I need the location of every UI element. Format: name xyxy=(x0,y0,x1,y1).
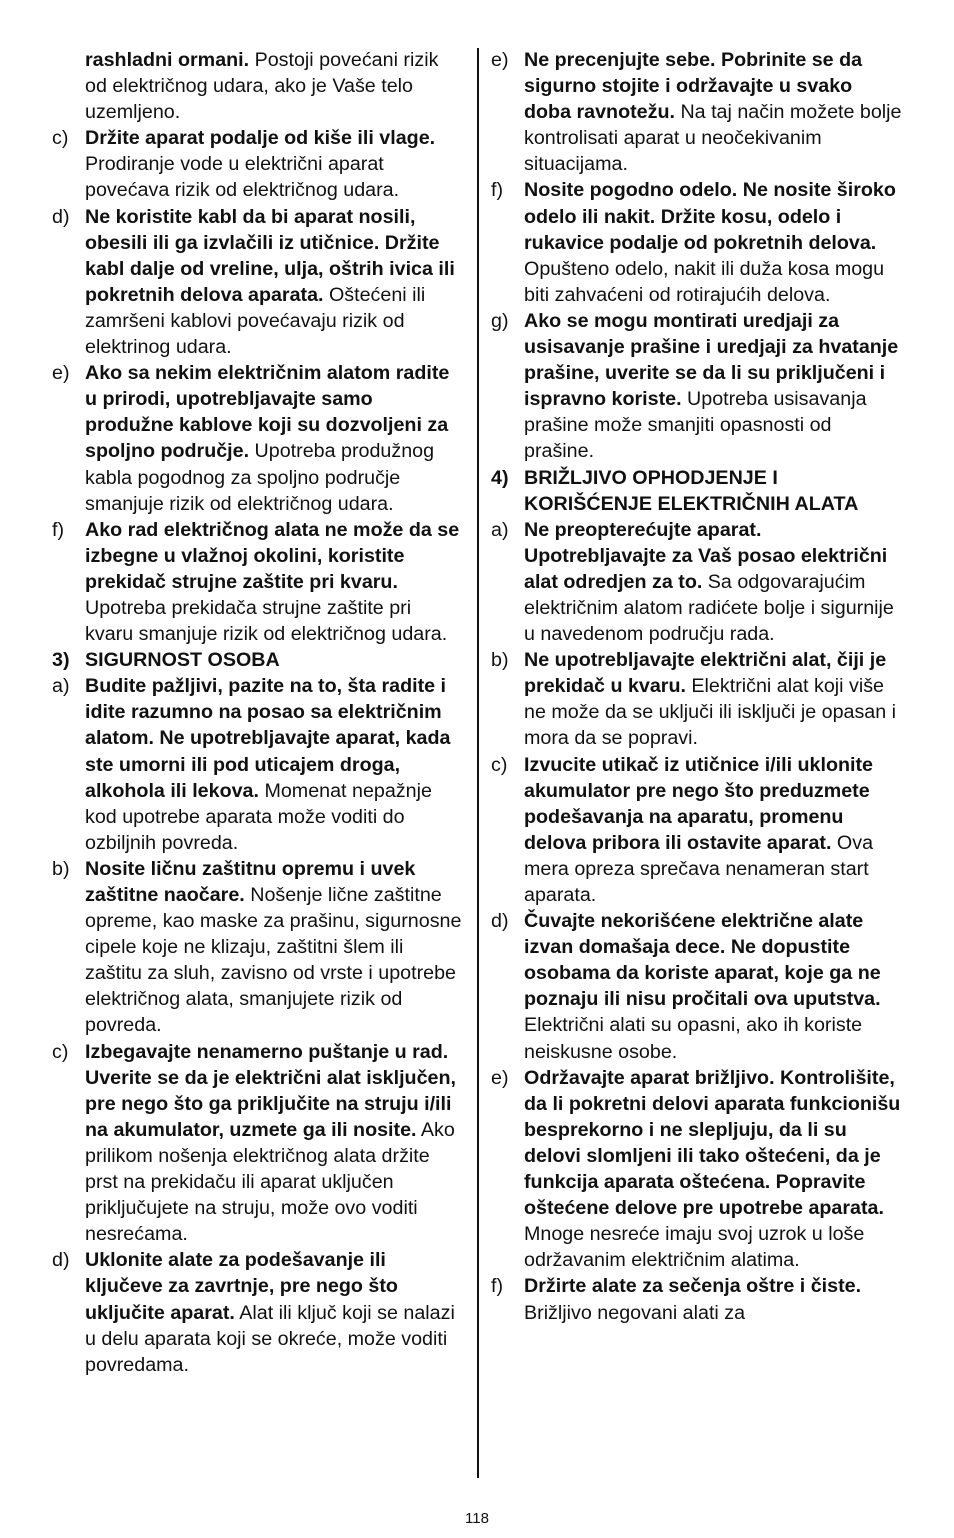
section-heading xyxy=(491,465,903,517)
item-body-text: Oštećeni ili zamršeni kablovi povećavaju rizik od elektrinog udara. xyxy=(85,283,426,359)
item-body-text: Opušteno odelo, nakit ili duža kosa mogu biti zahvaćeni od rotirajućih delova. xyxy=(524,257,885,306)
list-item xyxy=(491,517,903,647)
item-text xyxy=(85,1039,464,1248)
list-item xyxy=(491,752,903,909)
item-label: c) xyxy=(52,1040,69,1063)
item-text xyxy=(524,465,903,517)
list-item xyxy=(491,1273,903,1325)
item-body-text: Momenat nepažnje kod upotrebe aparata može voditi do ozbiljnih povreda. xyxy=(85,779,432,854)
item-text xyxy=(524,647,903,751)
item-text xyxy=(85,856,464,1039)
list-item xyxy=(491,908,903,1065)
item-text xyxy=(85,673,464,856)
item-bold-text: Ako se mogu montirati uredjaji za usisavanje prašine i uredjaji za hvatanje prašine, uverite se da li su priključeni i ispravno koriste. xyxy=(524,309,899,411)
item-body-text: Mnoge nesreće imaju svoj uzrok u loše održavanim električnim alatima. xyxy=(524,1223,865,1272)
list-item xyxy=(52,125,464,203)
right-column xyxy=(491,47,903,1326)
item-body-text: Električni alat koji više ne može da se uključi ili isključi je opasan i mora da se popravi. xyxy=(524,675,897,750)
list-item xyxy=(52,204,464,361)
item-body-text: Brižljivo negovani alati za xyxy=(524,1301,746,1324)
item-bold-text: Držirte alate za sečenja oštre i čiste. xyxy=(524,1275,862,1298)
item-bold-text: Ako rad električnog alata ne može da se izbegne u vlažnoj okolini, koristite prekidač strujne zaštite pri kvaru. xyxy=(85,518,460,593)
item-body-text: Postoji povećani rizik od električnog udara, ako je Vaše telo uzemljeno. xyxy=(85,49,439,124)
list-item xyxy=(52,517,464,647)
section-title: SIGURNOST OSOBA xyxy=(85,649,280,672)
item-bold-text: Ako sa nekim električnim alatom radite u prirodi, upotrebljavajte samo produžne kablove koji su dozvoljeni za spoljno područje. xyxy=(85,362,450,463)
section-heading xyxy=(52,647,464,673)
item-label: f) xyxy=(491,179,504,202)
item-label: c) xyxy=(52,127,69,150)
item-label: e) xyxy=(491,1066,509,1089)
list-item xyxy=(52,360,464,517)
item-label: a) xyxy=(52,675,70,698)
list-item xyxy=(491,1065,903,1274)
list-item xyxy=(491,47,903,177)
item-label: d) xyxy=(52,205,70,228)
item-bold-text: Ne upotrebljavajte električni alat, čiji je prekidač u kvaru. xyxy=(524,649,887,698)
item-text xyxy=(524,752,903,909)
item-bold-text: Izbegavajte nenamerno puštanje u rad. Uverite se da je električni alat isključen, pre nego što ga priključite na struju i/ili na akumulator, uzmete ga ili nosite. xyxy=(85,1040,456,1141)
item-bold-text: Uklonite alate za podešavanje ili ključeve za zavrtnje, pre nego što uključite aparat. xyxy=(85,1249,398,1324)
item-body-text: Alat ili ključ koji se nalazi u delu aparata koji se okreće, može voditi povredama. xyxy=(85,1301,455,1376)
list-item xyxy=(52,673,464,856)
item-bold-text: Držite aparat podalje od kiše ili vlage. xyxy=(85,127,436,150)
item-body-text: Prodiranje vode u električni aparat povećava rizik od električnog udara. xyxy=(85,153,400,202)
item-bold-text: Nosite pogodno odelo. Ne nosite široko odelo ili nakit. Držite kosu, odelo i rukavice podalje od pokretnih delova. xyxy=(524,179,896,254)
item-text xyxy=(524,908,903,1065)
item-label: b) xyxy=(491,649,509,672)
item-text xyxy=(85,1247,464,1377)
item-body-text: Nošenje lične zaštitne opreme, kao maske za prašinu, sigurnosne cipele koje ne klizaju, zaštitni šlem ili zaštitu za sluh, zavisno od vrste i upotrebe električnog alata, smanjujete rizik od povreda. xyxy=(85,884,462,1037)
item-bold-text: Održavajte aparat brižljivo. Kontrolišite, da li pokretni delovi aparata funkcionišu besprekorno i ne slepljuju, da li su delovi slomljeni ili tako oštećeni, da je funkcija aparata oštećena. Popravite oštećene delove pre upotrebe aparata. xyxy=(524,1066,901,1220)
item-text xyxy=(85,47,464,125)
item-bold-text: Nosite ličnu zaštitnu opremu i uvek zaštitne naočare. xyxy=(85,857,416,906)
item-text xyxy=(524,1065,903,1274)
item-text xyxy=(85,517,464,647)
page-number: 118 xyxy=(465,1510,489,1527)
item-text xyxy=(524,308,903,465)
item-label: d) xyxy=(491,910,509,933)
item-bold-text: Ne koristite kabl da bi aparat nosili, obesili ili ga izvlačili iz utičnice. Držite kabl dalje od vreline, ulja, oštrih ivica ili pokretnih delova aparata. xyxy=(85,205,455,306)
item-bold-text: Čuvajte nekorišćene električne alate izvan domašaja dece. Ne dopustite osobama da koriste aparat, koje ga ne poznaju ili nisu pročitali ova uputstva. xyxy=(524,910,881,1011)
item-text xyxy=(524,1273,903,1325)
left-column xyxy=(52,47,464,1378)
item-text xyxy=(524,177,903,307)
item-body-text: Ova mera opreza sprečava nenameran start aparata. xyxy=(524,831,874,906)
list-item xyxy=(52,1247,464,1377)
item-bold-text: Budite pažljivi, pazite na to, šta radite i idite razumno na posao sa električnim alatom. Ne upotrebljavajte aparat, kada ste umorni ili pod uticajem droga, alkohola ili lekova. xyxy=(85,675,451,802)
item-body-text: Ako prilikom nošenja električnog alata držite prst na prekidaču ili aparat uključen priključujete na struju, može ovo voditi nesrećama. xyxy=(85,1118,455,1246)
item-label: g) xyxy=(491,309,509,332)
item-text xyxy=(85,204,464,361)
list-item xyxy=(52,47,464,125)
item-body-text: Upotreba usisavanja prašine može smanjiti opasnosti od prašine. xyxy=(524,388,867,463)
item-body-text: Upotreba produžnog kabla pogodnog za spoljno područje smanjuje rizik od električnog udara. xyxy=(85,440,435,515)
section-number: 4) xyxy=(491,466,509,489)
item-bold-text: Ne precenjujte sebe. Pobrinite se da sigurno stojite i održavajte u svako doba ravnotežu. xyxy=(524,49,863,124)
item-bold-text: Ne preopterećujte aparat. Upotrebljavajte za Vaš posao električni alat odredjen za to. xyxy=(524,518,888,593)
list-item xyxy=(491,177,903,307)
item-label: e) xyxy=(52,362,70,385)
item-label xyxy=(52,47,85,125)
item-bold-text: Izvucite utikač iz utičnice i/ili uklonite akumulator pre nego što preduzmete podešavanja na aparatu, promenu delova pribora ili ostavite aparat. xyxy=(524,753,873,854)
item-bold-text: rashladni ormani. xyxy=(85,49,250,71)
item-label: a) xyxy=(491,518,509,541)
item-body-text: Na taj način možete bolje kontrolisati aparat u neočekivanim situacijama. xyxy=(524,101,902,176)
item-label: d) xyxy=(52,1249,70,1272)
item-text xyxy=(524,47,903,177)
item-label: b) xyxy=(52,857,70,880)
item-label: f) xyxy=(491,1275,504,1298)
column-divider xyxy=(477,48,479,1478)
item-text xyxy=(85,125,464,203)
item-body-text: Upotreba prekidača strujne zaštite pri kvaru smanjuje rizik od električnog udara. xyxy=(85,596,448,646)
item-label: e) xyxy=(491,49,509,71)
item-text xyxy=(524,517,903,647)
item-body-text: Sa odgovarajućim električnim alatom radićete bolje i sigurnije u navedenom području rada. xyxy=(524,570,894,646)
section-title: BRIŽLJIVO OPHODJENJE I KORIŠĆENJE ELEKTRIČNIH ALATA xyxy=(524,466,859,515)
list-item xyxy=(491,647,903,751)
item-label: c) xyxy=(491,753,508,776)
item-label: f) xyxy=(52,518,65,541)
item-body-text: Električni alati su opasni, ako ih koriste neiskusne osobe. xyxy=(524,1014,863,1063)
item-text xyxy=(85,647,464,673)
item-text xyxy=(85,360,464,517)
list-item xyxy=(491,308,903,465)
list-item xyxy=(52,1039,464,1248)
list-item xyxy=(52,856,464,1039)
section-number: 3) xyxy=(52,649,70,672)
